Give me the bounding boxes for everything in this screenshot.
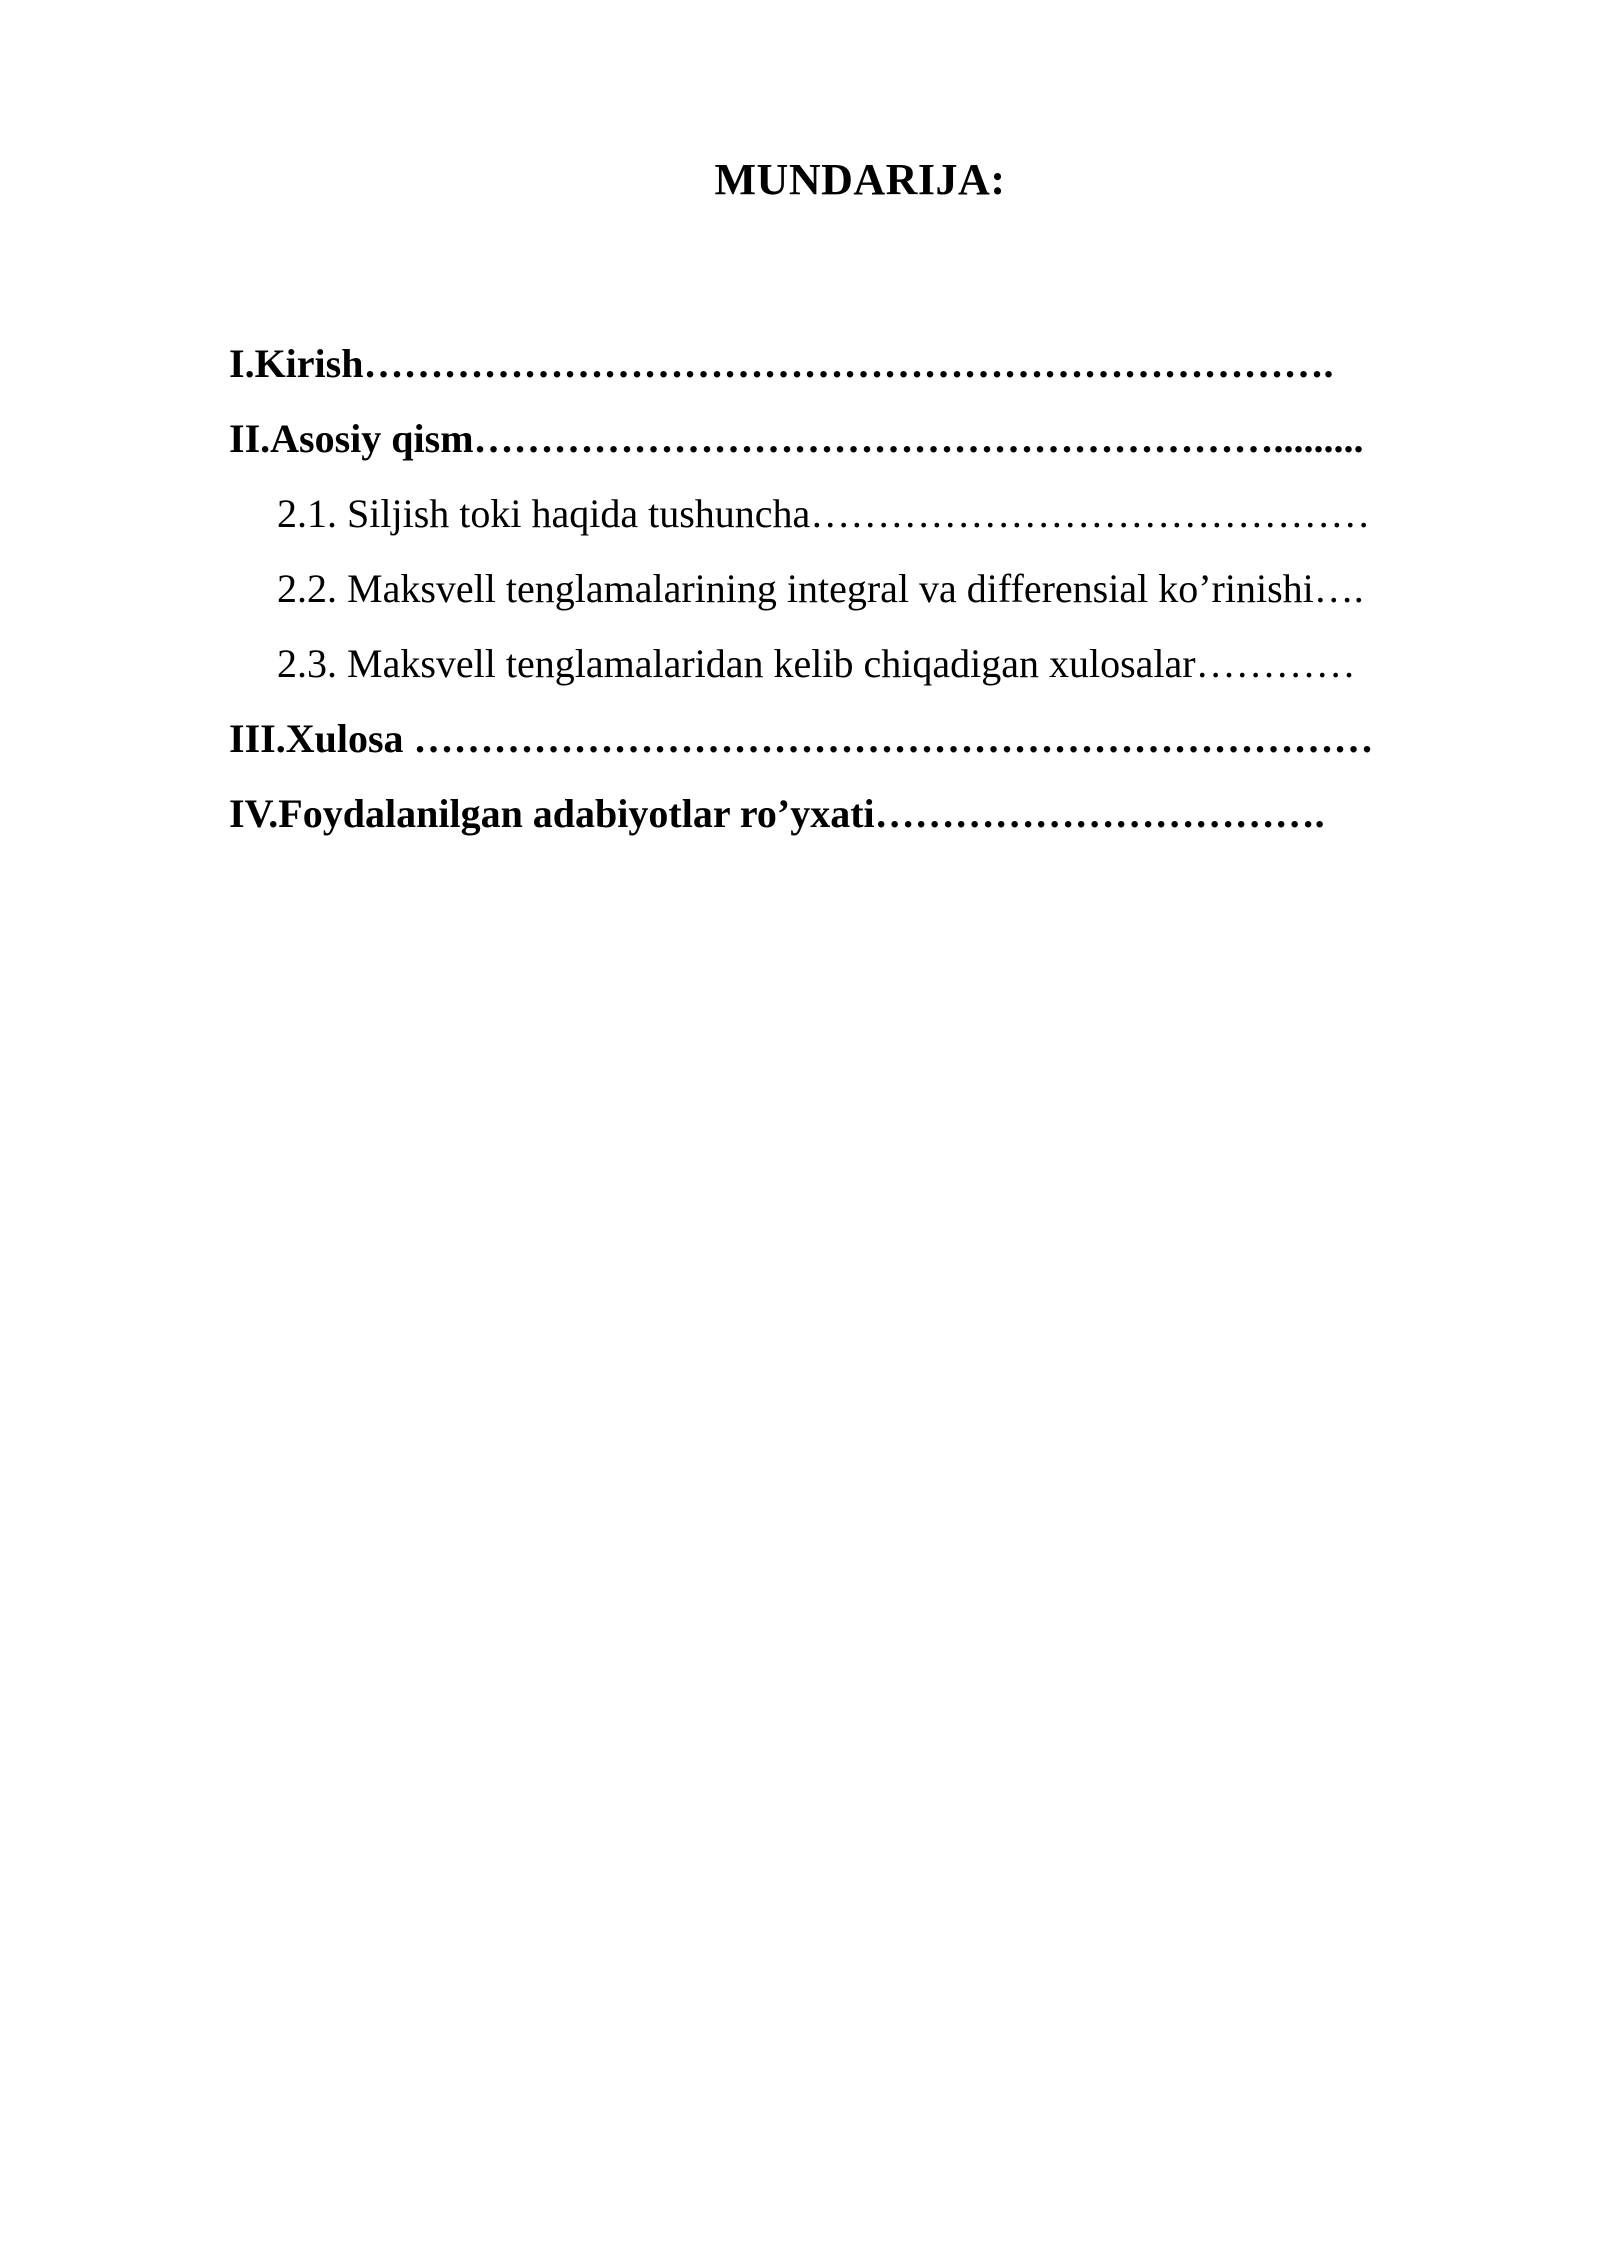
page-title: MUNDARIJA: <box>714 155 1006 204</box>
toc-subitem-2-3: 2.3. Maksvell tenglamalaridan kelib chiqadigan xulosalar………… <box>277 641 1356 686</box>
toc-item-kirish: I.Kirish………………………………………………………………. <box>229 341 1334 386</box>
toc-item-adabiyotlar: IV.Foydalanilgan adabiyotlar ro’yxati……………………………. <box>229 791 1325 836</box>
toc-subitem-2-2: 2.2. Maksvell tenglamalarining integral va differensial ko’rinishi…. <box>277 566 1364 611</box>
toc-subitem-2-1: 2.1. Siljish toki haqida tushuncha…………………………………… <box>277 491 1371 536</box>
toc-item-asosiy-qism: II.Asosiy qism……………………………………………………......... <box>229 416 1364 461</box>
toc-item-xulosa: III.Xulosa ……………………………………………………………… <box>229 716 1374 761</box>
